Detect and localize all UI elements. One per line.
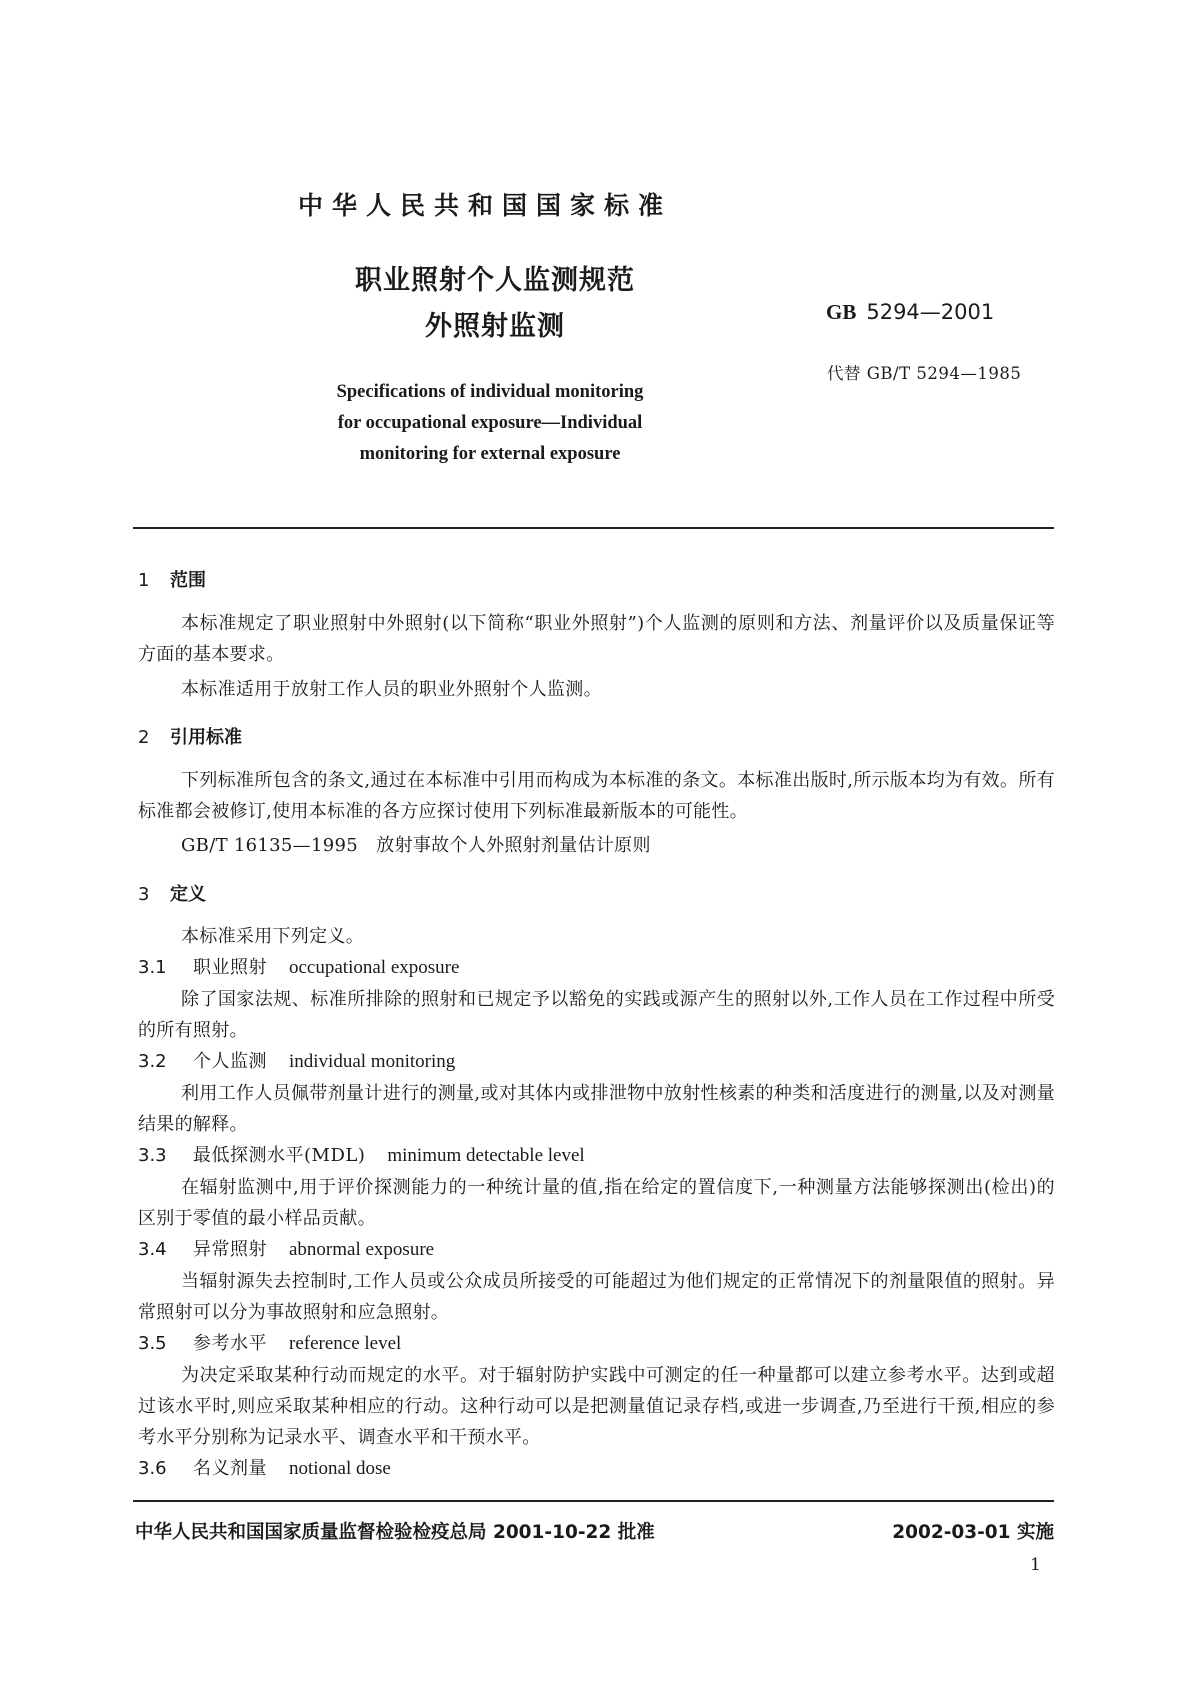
section-3-number: 3 bbox=[138, 884, 150, 905]
term-number: 3.2 bbox=[138, 1051, 167, 1072]
section-1-number: 1 bbox=[138, 570, 150, 591]
english-title-line2: for occupational exposure—Individual bbox=[337, 413, 643, 433]
english-title-line1: Specifications of individual monitoring bbox=[336, 382, 644, 402]
replaces-standard: 代替 GB/T 5294—1985 bbox=[827, 364, 1022, 383]
section-2-paragraph: 下列标准所包含的条文,通过在本标准中引用而构成为本标准的条文。本标准出版时,所示版本均为有效。所有标准都会被修订,使用本标准的各方应探讨使用下列标准最新版本的可能性。 bbox=[138, 770, 1055, 822]
section-1-heading bbox=[138, 566, 206, 592]
term-english: minimum detectable level bbox=[387, 1145, 585, 1166]
term-chinese: 最低探测水平(MDL) bbox=[193, 1145, 366, 1166]
standard-title-line2: 外照射监测 bbox=[425, 311, 565, 342]
approval-statement: 中华人民共和国国家质量监督检验检疫总局 2001-10-22 批准 bbox=[135, 1522, 655, 1543]
referenced-standard: GB/T 16135—1995 放射事故个人外照射剂量估计原则 bbox=[181, 835, 651, 856]
national-standard-title: 中华人民共和国国家标准 bbox=[297, 191, 672, 220]
section-1-paragraph-2: 本标准适用于放射工作人员的职业外照射个人监测。 bbox=[181, 679, 602, 700]
term-chinese: 参考水平 bbox=[193, 1333, 267, 1354]
term-3-1 bbox=[138, 953, 459, 979]
section-1-title: 范围 bbox=[170, 570, 206, 591]
term-3-1-definition: 除了国家法规、标准所排除的照射和已规定予以豁免的实践或源产生的照射以外,工作人员在工作过程中所受的所有照射。 bbox=[138, 989, 1055, 1041]
term-english: individual monitoring bbox=[289, 1051, 456, 1072]
section-3-intro: 本标准采用下列定义。 bbox=[181, 926, 364, 947]
term-3-2 bbox=[138, 1047, 455, 1073]
term-number: 3.1 bbox=[138, 957, 167, 978]
term-number: 3.4 bbox=[138, 1239, 167, 1260]
term-3-5 bbox=[138, 1329, 401, 1355]
section-3-heading bbox=[138, 880, 206, 906]
term-english: occupational exposure bbox=[289, 957, 460, 978]
section-2-number: 2 bbox=[138, 727, 150, 748]
section-2-title: 引用标准 bbox=[170, 727, 242, 748]
standard-code-prefix: GB bbox=[826, 300, 857, 324]
term-english: reference level bbox=[289, 1333, 402, 1354]
english-title-line3: monitoring for external exposure bbox=[359, 444, 621, 464]
standard-code-number: 5294—2001 bbox=[866, 300, 995, 324]
term-3-4-definition: 当辐射源失去控制时,工作人员或公众成员所接受的可能超过为他们规定的正常情况下的剂量限值的照射。异常照射可以分为事故照射和应急照射。 bbox=[138, 1271, 1055, 1323]
term-english: abnormal exposure bbox=[289, 1239, 435, 1260]
term-3-4 bbox=[138, 1235, 434, 1261]
term-english: notional dose bbox=[289, 1458, 391, 1479]
term-chinese: 个人监测 bbox=[193, 1051, 267, 1072]
term-3-2-definition: 利用工作人员佩带剂量计进行的测量,或对其体内或排泄物中放射性核素的种类和活度进行的测量,以及对测量结果的解释。 bbox=[138, 1083, 1055, 1135]
term-3-3 bbox=[138, 1141, 585, 1167]
term-chinese: 名义剂量 bbox=[193, 1458, 267, 1479]
page-number: 1 bbox=[1030, 1555, 1041, 1575]
standard-title-line1: 职业照射个人监测规范 bbox=[355, 265, 635, 296]
section-1-paragraph-1: 本标准规定了职业照射中外照射(以下简称“职业外照射”)个人监测的原则和方法、剂量评价以及质量保证等方面的基本要求。 bbox=[138, 613, 1055, 665]
header-divider bbox=[133, 527, 1054, 529]
term-chinese: 职业照射 bbox=[193, 957, 267, 978]
section-3-title: 定义 bbox=[170, 884, 206, 905]
footer-divider bbox=[133, 1500, 1054, 1502]
term-3-3-definition: 在辐射监测中,用于评价探测能力的一种统计量的值,指在给定的置信度下,一种测量方法能够探测出(检出)的区别于零值的最小样品贡献。 bbox=[138, 1177, 1055, 1229]
term-chinese: 异常照射 bbox=[193, 1239, 267, 1260]
effective-date: 2002-03-01 实施 bbox=[892, 1522, 1054, 1543]
term-3-5-definition: 为决定采取某种行动而规定的水平。对于辐射防护实践中可测定的任一种量都可以建立参考水平。达到或超过该水平时,则应采取某种相应的行动。这种行动可以是把测量值记录存档,或进一步调查,乃至进行干预,相应的参考水平分别称为记录水平、调查水平和干预水平。 bbox=[138, 1365, 1055, 1448]
term-number: 3.6 bbox=[138, 1458, 167, 1479]
term-3-6 bbox=[138, 1454, 391, 1480]
section-2-heading bbox=[138, 723, 242, 749]
standard-code bbox=[826, 300, 994, 325]
term-number: 3.5 bbox=[138, 1333, 167, 1354]
term-number: 3.3 bbox=[138, 1145, 167, 1166]
